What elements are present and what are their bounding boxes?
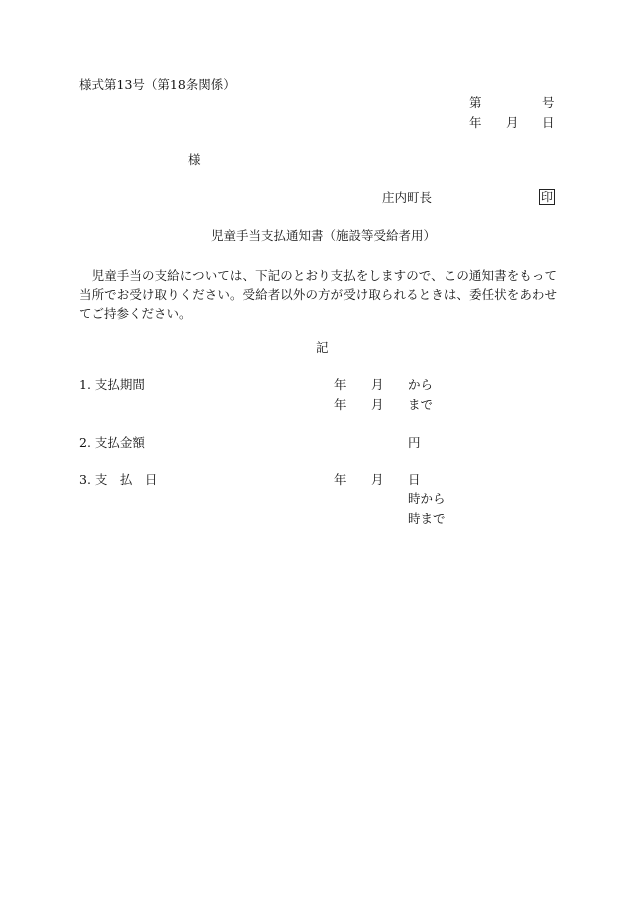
period-to-suffix: まで: [408, 397, 434, 412]
payday-time-from: 時から: [408, 491, 446, 506]
payday-time-to: 時まで: [408, 511, 446, 526]
period-from-year: 年: [334, 377, 347, 392]
period-label: 1. 支払期間: [79, 377, 145, 392]
seal-mark: 印: [541, 190, 554, 204]
form-number: 様式第13号（第18条関係）: [79, 77, 236, 92]
payday-label: 3. 支 払 日: [79, 472, 158, 487]
body-text: 児童手当の支給については、下記のとおり支払をしますので、この通知書をもって当所でお受け取りください。受給者以外の方が受け取られるときは、委任状をあわせてご持参ください。: [79, 268, 557, 321]
period-from-month: 月: [371, 377, 384, 392]
body-paragraph: [79, 266, 557, 323]
period-to-month: 月: [371, 397, 384, 412]
document-title: 児童手当支払通知書（施設等受給者用）: [211, 228, 437, 243]
doc-number-prefix: 第: [469, 95, 482, 110]
ki-heading: 記: [316, 340, 329, 355]
period-from-suffix: から: [408, 377, 434, 392]
payday-year: 年: [334, 472, 347, 487]
date-month-label: 月: [506, 115, 519, 130]
amount-unit: 円: [408, 435, 421, 450]
date-year-label: 年: [469, 115, 482, 130]
payday-day: 日: [408, 472, 421, 487]
recipient-honorific: 様: [188, 152, 201, 167]
doc-number-suffix: 号: [542, 95, 555, 110]
payday-month: 月: [371, 472, 384, 487]
period-to-year: 年: [334, 397, 347, 412]
date-day-label: 日: [542, 115, 555, 130]
issuer-title: 庄内町長: [382, 190, 433, 205]
amount-label: 2. 支払金額: [79, 435, 145, 450]
